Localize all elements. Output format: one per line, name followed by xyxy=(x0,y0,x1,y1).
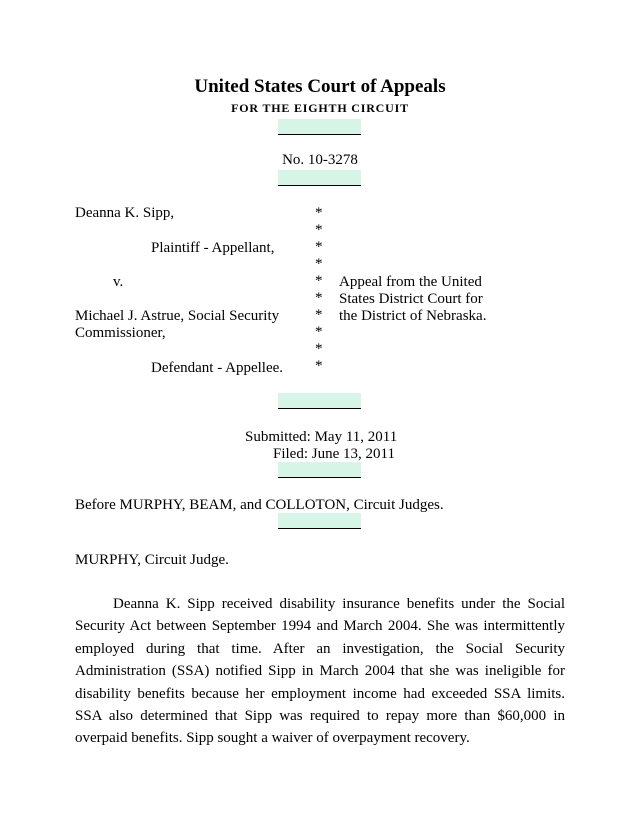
separator-star: * xyxy=(315,341,323,357)
submitted-date: Submitted: May 11, 2011 xyxy=(245,429,398,445)
divider-2 xyxy=(278,170,361,186)
appeal-from-line-2: States District Court for xyxy=(339,291,483,307)
versus: v. xyxy=(113,274,124,290)
defendant-role: Defendant - Appellee. xyxy=(151,360,284,376)
opinion-author: MURPHY, Circuit Judge. xyxy=(75,552,229,568)
separator-star: * xyxy=(315,290,323,306)
defendant-line-1: Michael J. Astrue, Social Security xyxy=(75,308,280,324)
separator-star: * xyxy=(315,273,323,289)
divider-4 xyxy=(278,462,361,478)
defendant-line-2: Commissioner, xyxy=(75,325,166,341)
separator-star: * xyxy=(315,307,323,323)
divider-1 xyxy=(278,119,361,135)
separator-star: * xyxy=(315,239,323,255)
plaintiff-name: Deanna K. Sipp, xyxy=(75,205,175,221)
appeal-from-line-3: the District of Nebraska. xyxy=(339,308,487,324)
court-title: United States Court of Appeals xyxy=(194,76,446,97)
case-number: No. 10-3278 xyxy=(282,152,358,168)
divider-3 xyxy=(278,393,361,409)
divider-5 xyxy=(278,513,361,529)
panel-judges: Before MURPHY, BEAM, and COLLOTON, Circuit Judges. xyxy=(75,497,444,513)
separator-star: * xyxy=(315,205,323,221)
appeal-from-line-1: Appeal from the United xyxy=(339,274,482,290)
separator-star: * xyxy=(315,256,323,272)
separator-star: * xyxy=(315,324,323,340)
opinion-paragraph: Deanna K. Sipp received disability insurance benefits under the Social Security Act between September 1994 and March 2004. She was intermittently employed during that time. After an investigation, the Social Security Administration (SSA) notified Sipp in March 2004 that she was ineligible for disability benefits because her employment income had exceeded SSA limits. SSA also determined that Sipp was required to repay more than $60,000 in overpaid benefits. Sipp sought a waiver of overpayment recovery. xyxy=(75,596,565,747)
plaintiff-role: Plaintiff - Appellant, xyxy=(151,240,275,256)
filed-date: Filed: June 13, 2011 xyxy=(273,446,395,462)
separator-star: * xyxy=(315,222,323,238)
separator-star: * xyxy=(315,358,323,374)
circuit-name: FOR THE EIGHTH CIRCUIT xyxy=(231,101,409,115)
